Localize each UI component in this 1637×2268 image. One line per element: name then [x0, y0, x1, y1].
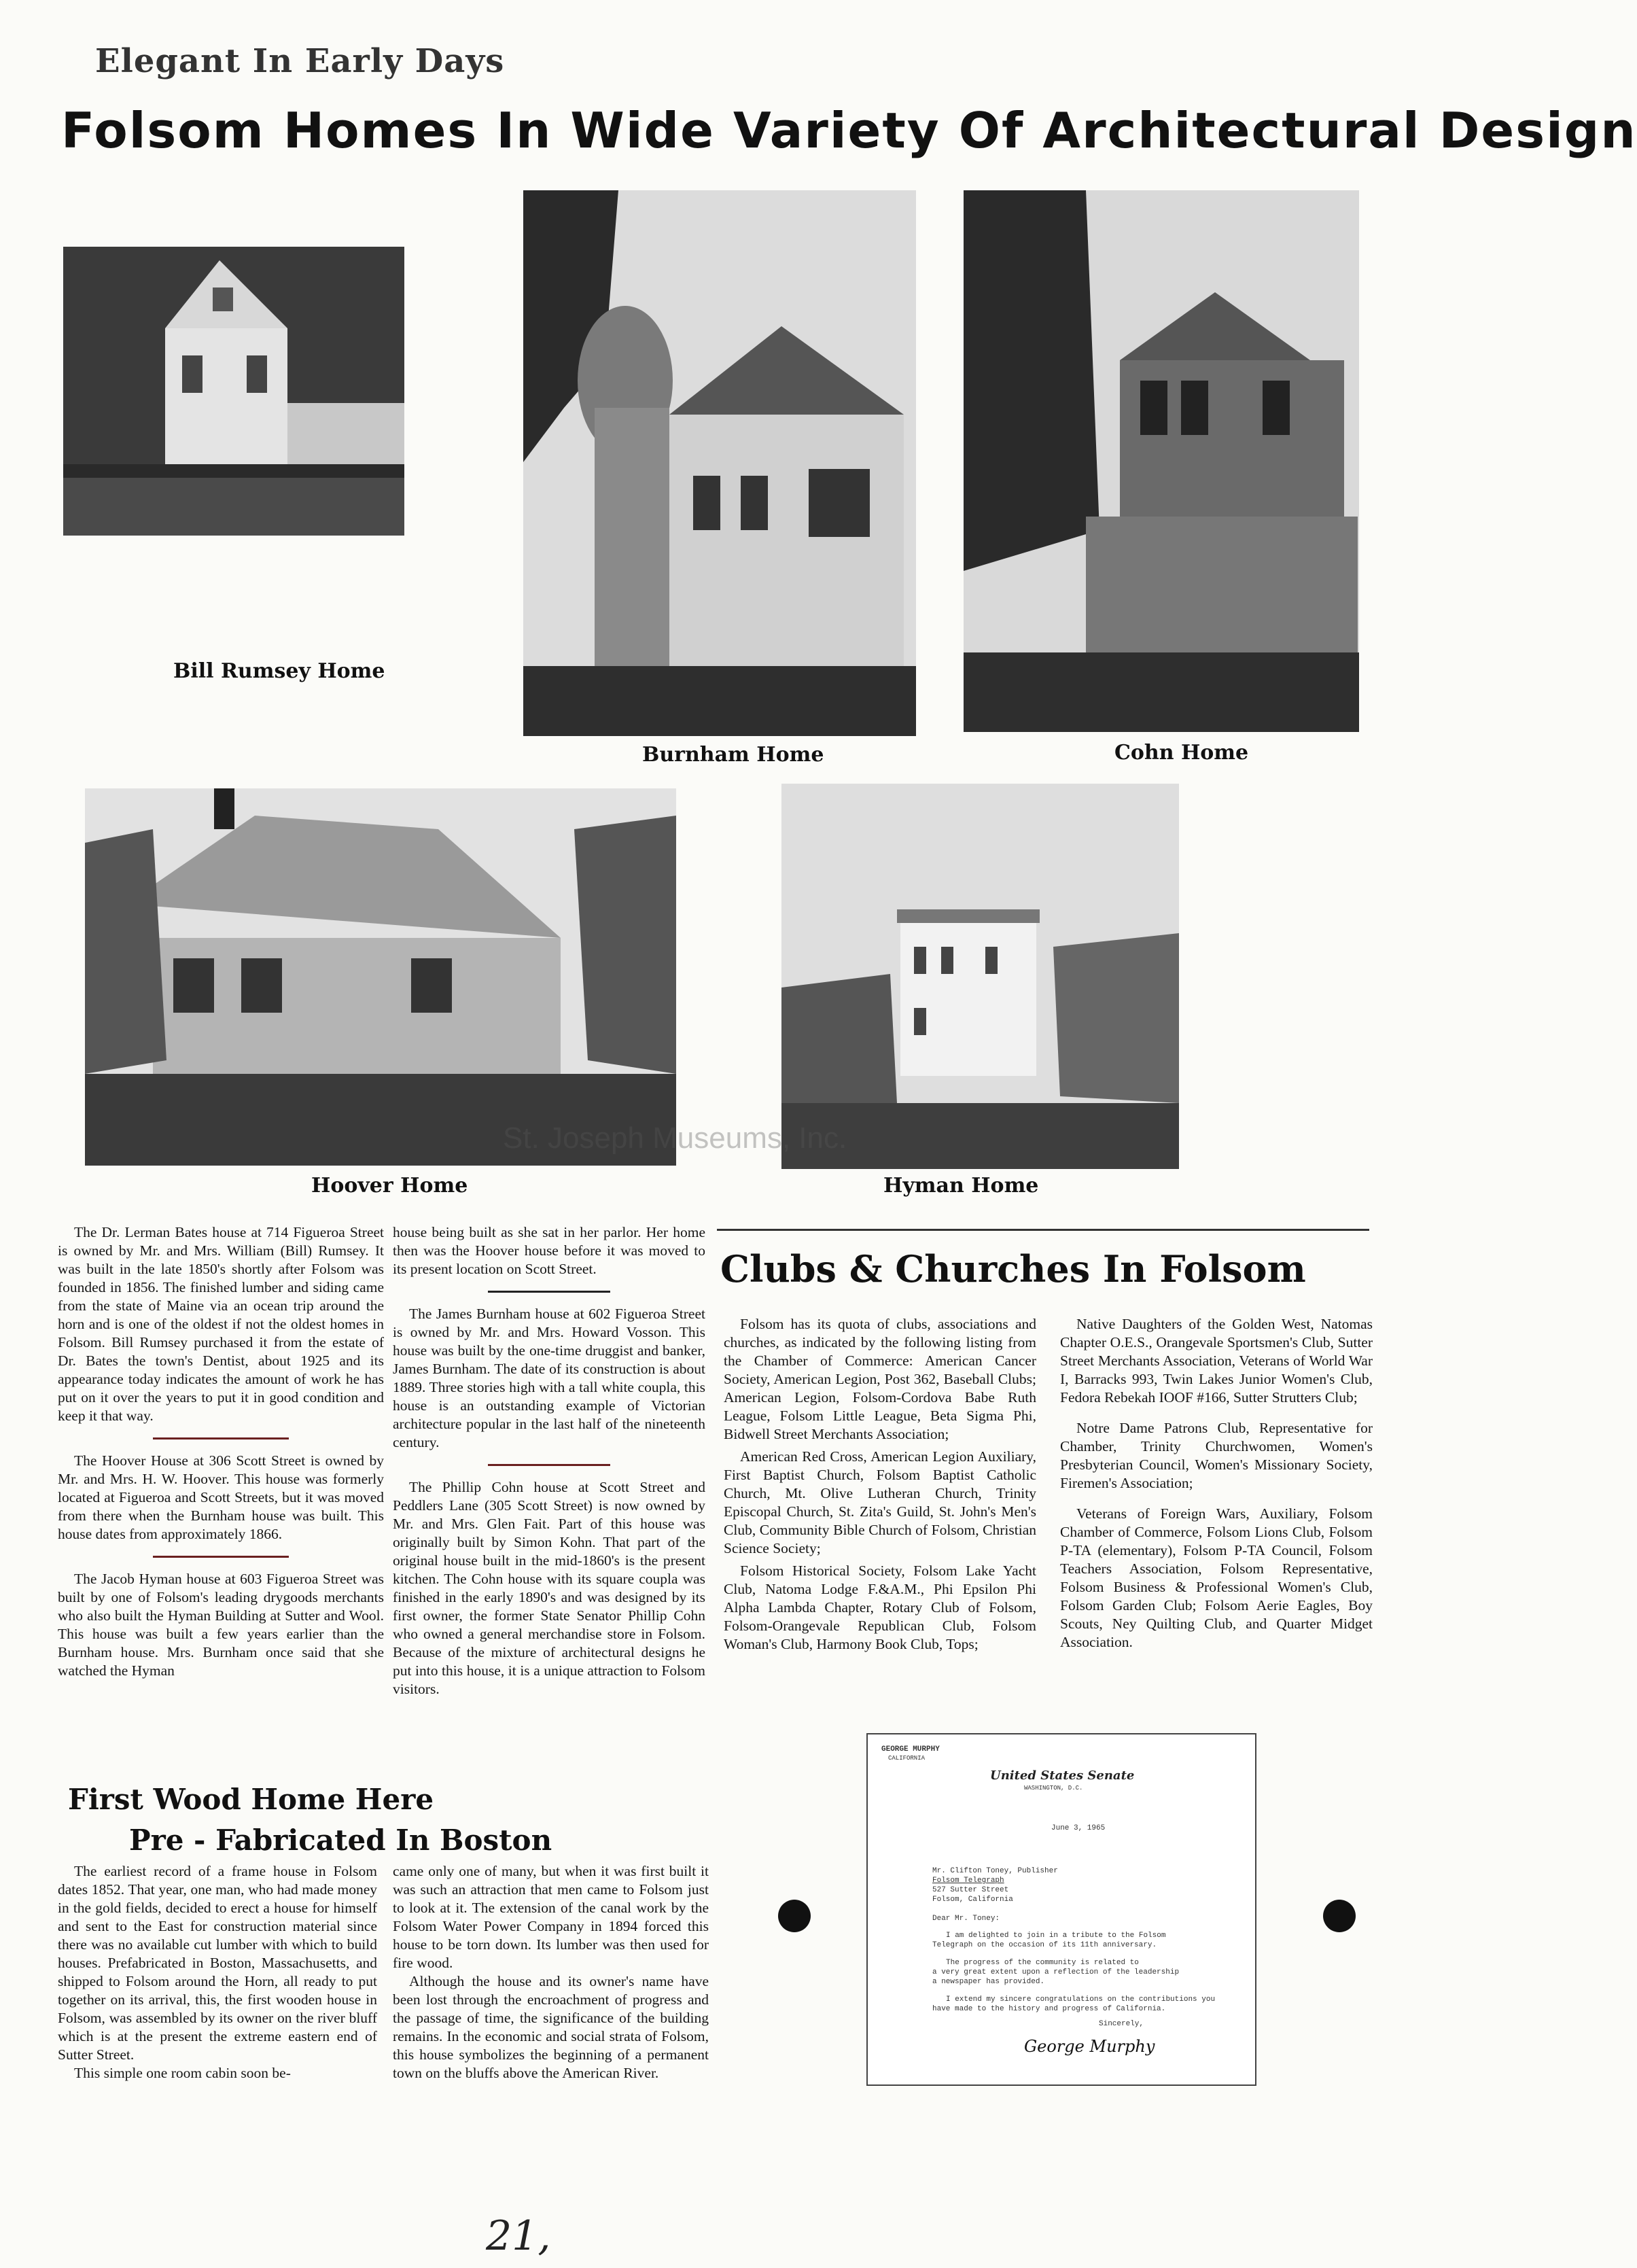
- divider: [153, 1437, 289, 1440]
- caption-bill-rumsey: Bill Rumsey Home: [173, 659, 385, 683]
- punch-hole-left: [778, 1900, 811, 1932]
- first-wood-title: First Wood Home Here: [68, 1783, 434, 1816]
- divider: [488, 1464, 610, 1466]
- page-number: 21,: [486, 2212, 551, 2260]
- first-wood-subtitle: Pre - Fabricated In Boston: [129, 1824, 552, 1857]
- article-paragraph: house being built as she sat in her parlor. Her home then was the Hoover house before it was moved to its present location on Scott Street.: [393, 1224, 705, 1277]
- clubs-paragraph: Notre Dame Patrons Club, Representative for Chamber, Trinity Churchwomen, Women's Presbyterian Council, Women's Missionary Society, Firemen's Association;: [1060, 1420, 1373, 1491]
- caption-cohn: Cohn Home: [1114, 741, 1249, 765]
- letter-signature: George Murphy: [1024, 2037, 1155, 2056]
- letter-body: I am delighted to join in a tribute to the Folsom: [946, 1932, 1166, 1940]
- letter-address: Mr. Clifton Toney, Publisher: [932, 1867, 1058, 1875]
- letter-sender-state: CALIFORNIA: [888, 1755, 926, 1762]
- letter-body: a newspaper has provided.: [932, 1978, 1045, 1986]
- watermark: St. Joseph Museums, Inc.: [503, 1121, 847, 1155]
- hyman-home-photo: [781, 784, 1179, 1169]
- article-paragraph: The Dr. Lerman Bates house at 714 Figueroa Street is owned by Mr. and Mrs. William (Bill) Rumsey. It was built in the late 1850's shortly after Folsom was founded in 1856. The finished lumber and siding came from the state of Maine via an ocean trip around the horn and is one of the oldest if not the oldest homes in Folsom. Bill Rumsey purchased it from the estate of Dr. Bates the town's Dentist, about 1925 and its appearance today indicates the amount of work he has put on it over the years to put it in good condition and keep it that way.: [58, 1224, 384, 1424]
- letter-address: Folsom Telegraph: [932, 1877, 1004, 1885]
- clubs-title: Clubs & Churches In Folsom: [720, 1247, 1306, 1291]
- letter-body: have made to the history and progress of California.: [932, 2005, 1166, 2013]
- clubs-column-2: [1060, 1315, 1373, 1664]
- letter-body: I extend my sincere congratulations on the contributions you: [946, 1995, 1216, 2004]
- article-paragraph: The Phillip Cohn house at Scott Street and Peddlers Lane (305 Scott Street) is now owned by Mr. and Mrs. Glen Fait. Part of this house was originally built by Simon Kohn. That part of the original house built in the mid-1860's is the present kitchen. The Cohn house with its square coupla was finished in the early 1890's and was designed by its first owner, the former State Senator Phillip Cohn who owned a general merchandise store in Folsom. Because of the mixture of architectural designs he put into this house, it is a unique attraction to Folsom visitors.: [393, 1479, 705, 1697]
- punch-hole-right: [1323, 1900, 1356, 1932]
- first-wood-paragraph: The earliest record of a frame house in Folsom dates 1852. That year, one man, who had made money in the gold fields, decided to erect a house for himself and sent to the East for construction material since there was no available cut lumber with which to build houses. Prefabricated in Boston, Massachusetts, and shipped to Folsom around the Horn, all ready to put together on its arrival, this, the first wooden house in Folsom, was assembled by its owner on the river bluff which is at the present the extreme eastern end of Sutter Street.: [58, 1863, 377, 2063]
- article-column-2: [393, 1223, 705, 1711]
- clubs-paragraph: Folsom has its quota of clubs, associations and churches, as indicated by the following listing from the Chamber of Commerce: American Cancer Society, American Legion, Post 362, Baseball Clubs; American Legion, Folsom-Cordova Babe Ruth League, Folsom Little League, Beta Sigma Phi, Bidwell Street Merchants Association;: [724, 1316, 1036, 1442]
- letter-body: The progress of the community is related to: [946, 1959, 1139, 1967]
- letter-sender: GEORGE MURPHY: [881, 1745, 940, 1754]
- kicker-headline: Elegant In Early Days: [95, 42, 505, 80]
- letter-body: Telegraph on the occasion of its 11th anniversary.: [932, 1941, 1157, 1949]
- letter-letterhead: United States Senate: [990, 1768, 1135, 1783]
- divider: [488, 1291, 610, 1293]
- clubs-paragraph: Veterans of Foreign Wars, Auxiliary, Folsom Chamber of Commerce, Folsom Lions Club, Folsom P-TA (elementary), Folsom P-TA Council, Folsom Teachers Association, Folsom Representative, Folsom Business & Professional Women's Club, Folsom Garden Club; Folsom Aerie Eagles, Boy Scouts, Ney Quilting Club, and Quarter Midget Association.: [1060, 1505, 1373, 1650]
- page-headline: Folsom Homes In Wide Variety Of Architectural Design: [61, 102, 1637, 159]
- article-column-1: [58, 1223, 384, 1692]
- burnham-home-photo: [523, 190, 916, 736]
- clubs-paragraph: Folsom Historical Society, Folsom Lake Yacht Club, Natoma Lodge F.&A.M., Phi Epsilon Phi Alpha Lambda Chapter, Rotary Club of Folsom, Folsom-Orangevale Republican Club, Folsom Woman's Club, Harmony Book Club, Tops;: [724, 1563, 1036, 1652]
- article-paragraph: The James Burnham house at 602 Figueroa Street is owned by Mr. and Mrs. Howard Vosson. This house was built by the one-time druggist and banker, James Burnham. The date of its construction is about 1889. Three stories high with a tall white coupla, this house is an outstanding example of Victorian architecture popular in the last half of the nineteenth century.: [393, 1306, 705, 1450]
- first-wood-paragraph: came only one of many, but when it was first built it was such an attraction that men came to Folsom just to look at it. The extension of the canal work by the Folsom Water Power Company in 1894 forced this house to be torn down. Its lumber was then used for fire wood.: [393, 1863, 709, 1971]
- article-paragraph: The Jacob Hyman house at 603 Figueroa Street was built by one of Folsom's leading drygoods merchants who also built the Hyman Building at Sutter and Wool. This house was built a few years earlier than the Burnham house. Mrs. Burnham once said that she watched the Hyman: [58, 1571, 384, 1679]
- caption-hyman: Hyman Home: [883, 1174, 1039, 1198]
- clubs-rule: [717, 1229, 1369, 1231]
- letter-salutation: Dear Mr. Toney:: [932, 1915, 1000, 1923]
- letter-date: June 3, 1965: [1051, 1824, 1106, 1832]
- first-wood-paragraph: This simple one room cabin soon be-: [74, 2065, 291, 2081]
- first-wood-paragraph: Although the house and its owner's name have been lost through the encroachment of progress and the passage of time, the significance of the building remains. In the economic and social strata of Folsom, this house symbolizes the beginning of a permanent town on the bluffs above the American River.: [393, 1973, 709, 2081]
- hoover-home-photo: [85, 788, 676, 1166]
- cohn-home-photo: [964, 190, 1359, 732]
- letter-letterhead-city: WASHINGTON, D.C.: [1024, 1785, 1083, 1792]
- first-wood-column-1: [58, 1862, 377, 2095]
- first-wood-column-2: [393, 1862, 709, 2095]
- letter-body: a very great extent upon a reflection of the leadership: [932, 1968, 1180, 1976]
- divider: [153, 1556, 289, 1558]
- letter-address: 527 Sutter Street: [932, 1886, 1009, 1894]
- article-paragraph: The Hoover House at 306 Scott Street is owned by Mr. and Mrs. H. W. Hoover. This house was formerly located at Figueroa and Scott Streets, but it was moved from there when the Burnham house was built. This house dates from approximately 1866.: [58, 1452, 384, 1542]
- letter-address: Folsom, California: [932, 1896, 1013, 1904]
- letter-closing: Sincerely,: [1099, 2020, 1144, 2028]
- clubs-column-1: [724, 1315, 1036, 1666]
- bill-rumsey-home-photo: [63, 247, 404, 536]
- clubs-paragraph: Native Daughters of the Golden West, Natomas Chapter O.E.S., Orangevale Sportsmen's Club, Sutter Street Merchants Association, Veterans of World War I, Barracks 993, Twin Lakes Junior Women's Club, Fedora Rebekah IOOF #166, Sutter Strutters Club;: [1060, 1316, 1373, 1406]
- caption-burnham: Burnham Home: [642, 743, 824, 767]
- senate-letter: [866, 1733, 1256, 2086]
- caption-hoover: Hoover Home: [311, 1174, 468, 1198]
- clubs-paragraph: American Red Cross, American Legion Auxiliary, First Baptist Church, Folsom Baptist Catholic Church, Mt. Olive Lutheran Church, Trinity Episcopal Church, St. Zita's Guild, St. John's Men's Club, Community Bible Church of Folsom, Christian Science Society;: [724, 1448, 1036, 1556]
